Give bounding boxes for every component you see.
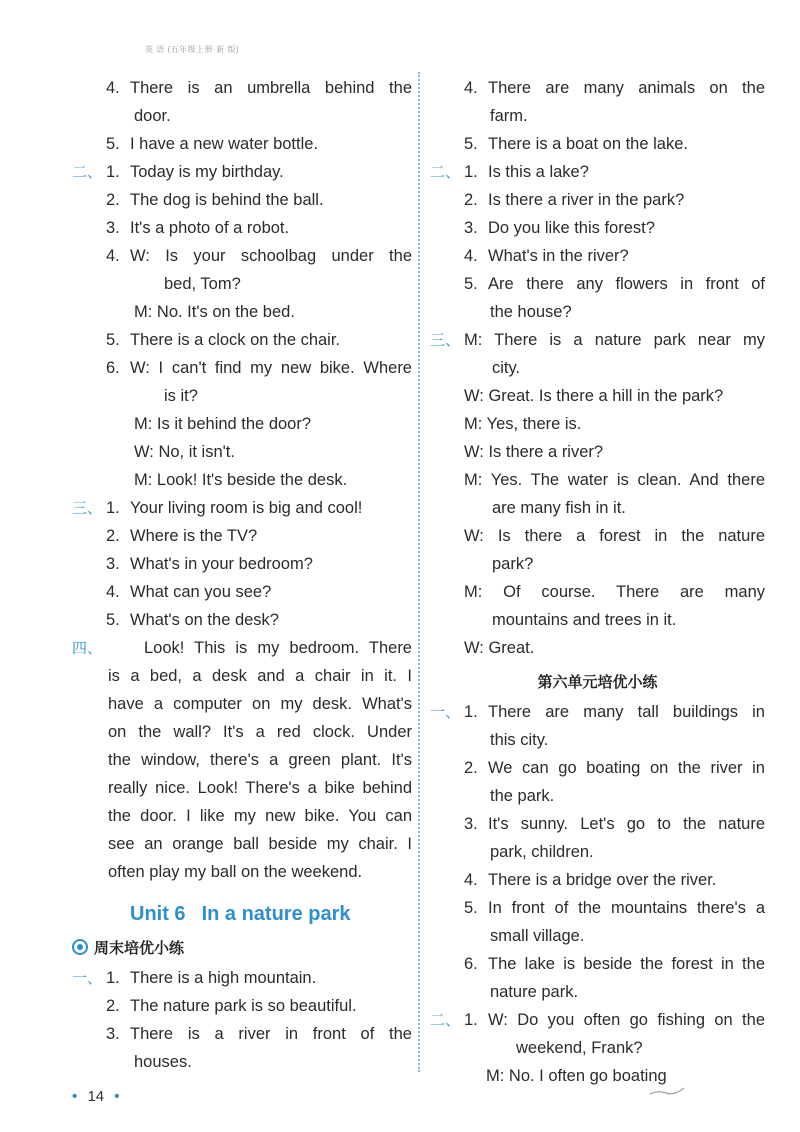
target-icon [72, 939, 88, 955]
column-divider [418, 72, 420, 1072]
answer-line: 5. What's on the desk? [106, 611, 279, 629]
unit-name: In a nature park [201, 903, 351, 925]
section-marker: 二、 [430, 1011, 461, 1029]
section-marker: 二、 [72, 163, 103, 181]
page-footer [72, 1088, 120, 1105]
answer-line: door. [134, 107, 171, 125]
answer-line: M: No. It's on the bed. [134, 303, 295, 321]
dialogue-line: park? [492, 555, 534, 573]
answer-line: 5. Are there any flowers in front of [464, 275, 765, 293]
passage-line: see an orange ball beside my chair. I [108, 835, 412, 853]
passage-line: is a bed, a desk and a chair in it. I [108, 667, 412, 685]
answer-line: farm. [490, 107, 528, 125]
section-marker: 一、 [72, 969, 103, 987]
passage-line: the door. I like my new bike. You can [108, 807, 412, 825]
section-one: 一、 1. There are many tall buildings in [430, 698, 765, 726]
passage-line: on the wall? It's a red clock. Under [108, 723, 412, 741]
dialogue-line: M: Yes. The water is clean. And there [464, 471, 765, 489]
answer-line: park, children. [490, 843, 594, 861]
answer-line: 6. The lake is beside the forest in the [464, 955, 765, 973]
answer-line: 2. We can go boating on the river in [464, 759, 765, 777]
answer-line: 2. Is there a river in the park? [464, 191, 685, 209]
weekend-practice-heading: 周末培优小练 [72, 930, 412, 964]
answer-line: 2. Where is the TV? [106, 527, 258, 545]
answer-line: 4. There are many animals on the [464, 79, 765, 97]
dialogue-line: W: Great. Is there a hill in the park? [464, 387, 724, 405]
running-header: 英 语 (五年级上册·新 版) [145, 45, 240, 54]
answer-line: is it? [164, 387, 198, 405]
answer-line: 4. W: Is your schoolbag under the [106, 247, 412, 265]
answer-line: the park. [490, 787, 555, 805]
answer-line: 5. There is a clock on the chair. [106, 331, 341, 349]
answer-line: nature park. [490, 983, 579, 1001]
answer-line: W: No, it isn't. [134, 443, 235, 461]
unit-practice-heading: 第六单元培优小练 [537, 673, 658, 691]
section-two: 二、 1. W: Do you often go fishing on the [430, 1006, 765, 1034]
answer-line: 5. I have a new water bottle. [106, 135, 319, 153]
answer-line: the house? [490, 303, 572, 321]
dialogue-line: W: Great. [464, 639, 535, 657]
answer-line: 2. The nature park is so beautiful. [106, 997, 357, 1015]
section-marker: 二、 [430, 163, 461, 181]
footer-dot: • [114, 1088, 120, 1105]
answer-line: 5. In front of the mountains there's a [464, 899, 765, 917]
section-two: 二、 1. Is this a lake? [430, 158, 765, 186]
section-marker: 三、 [72, 499, 103, 517]
answer-line: 4. What can you see? [106, 583, 272, 601]
section-marker: 三、 [430, 331, 461, 349]
right-column [430, 74, 765, 1090]
dialogue-line: W: Is there a forest in the nature [464, 527, 765, 545]
answer-line: 4. What's in the river? [464, 247, 629, 265]
answer-line: 5. There is a boat on the lake. [464, 135, 688, 153]
answer-line: this city. [490, 731, 549, 749]
answer-line: small village. [490, 927, 585, 945]
dialogue-line: city. [492, 359, 521, 377]
dialogue-line: M: Yes, there is. [464, 415, 582, 433]
answer-line: M: Is it behind the door? [134, 415, 312, 433]
answer-line: 3. It's a photo of a robot. [106, 219, 290, 237]
answer-line: 3. What's in your bedroom? [106, 555, 313, 573]
dialogue-line: weekend, Frank? [516, 1039, 643, 1057]
answer-line: bed, Tom? [164, 275, 241, 293]
section-two: 二、 1. Today is my birthday. [72, 158, 412, 186]
answer-line: 3. Do you like this forest? [464, 219, 655, 237]
unit-label: Unit 6 [130, 903, 186, 925]
passage-line: often play my ball on the weekend. [108, 863, 363, 881]
section-marker: 四、 [72, 639, 103, 657]
left-column [72, 74, 412, 1076]
answer-line: 2. The dog is behind the ball. [106, 191, 324, 209]
answer-line: 3. It's sunny. Let's go to the nature [464, 815, 765, 833]
footer-dot: • [72, 1088, 78, 1105]
section-three: 三、 M: There is a nature park near my [430, 326, 765, 354]
unit-heading [72, 886, 412, 930]
answer-line: houses. [134, 1053, 192, 1071]
passage-line: the window, there's a green plant. It's [108, 751, 412, 769]
answer-line: M: Look! It's beside the desk. [134, 471, 348, 489]
page-number: 14 [87, 1088, 105, 1105]
dialogue-line: are many fish in it. [492, 499, 626, 517]
dialogue-line: mountains and trees in it. [492, 611, 677, 629]
dialogue-line: W: Is there a river? [464, 443, 604, 461]
dialogue-line: M: Of course. There are many [464, 583, 765, 601]
answer-line: 4. There is a bridge over the river. [464, 871, 717, 889]
passage-line: really nice. Look! There's a bike behind [108, 779, 412, 797]
pen-mark-icon [648, 1084, 688, 1098]
section-three: 三、 1. Your living room is big and cool! [72, 494, 412, 522]
passage-line: have a computer on my desk. What's [108, 695, 412, 713]
section-one: 一、 1. There is a high mountain. [72, 964, 412, 992]
answer-line: 4. There is an umbrella behind the [106, 79, 412, 97]
section-marker: 一、 [430, 703, 461, 721]
answer-line: 3. There is a river in front of the [106, 1025, 412, 1043]
dialogue-line: M: No. I often go boating [486, 1067, 667, 1085]
answer-line: 6. W: I can't find my new bike. Where [106, 359, 412, 377]
section-four: 四、 Look! This is my bedroom. There [72, 634, 412, 662]
